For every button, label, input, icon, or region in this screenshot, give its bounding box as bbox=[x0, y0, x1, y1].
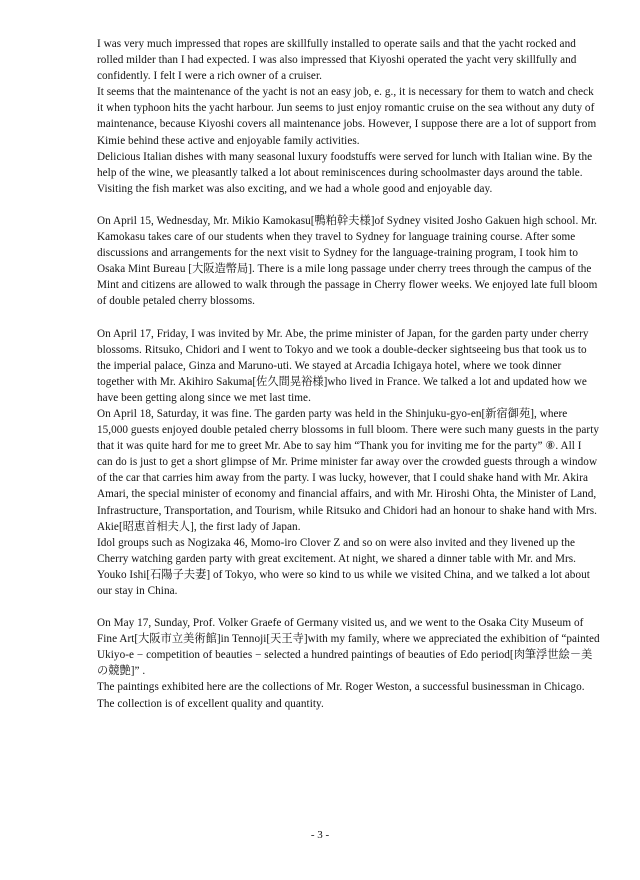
paragraph-idol-groups: Idol groups such as Nogizaka 46, Momo-iro Clover Z and so on were also invited and they livened up the Cherry watching garden party with great excitement. At night, we shared a dinner table with Mr. and Mrs. Youko Ishi[石陽子夫妻] of Tokyo, who were so kind to us while we visited China, and we talked a lot about our stay in China. bbox=[97, 536, 590, 597]
page-number: - 3 - bbox=[310, 829, 330, 841]
paragraph-yacht-ropes: I was very much impressed that ropes are skillfully installed to operate sails and that the yacht rocked and rolled milder than I had expected. I was also impressed that Kiyoshi operated the yacht very skillfully and confidently. I felt I were a rich owner of a cruiser. bbox=[97, 38, 577, 83]
paragraph-collection: The paintings exhibited here are the collections of Mr. Roger Weston, a successful businessman in Chicago. The collection is of excellent quality and quantity. bbox=[97, 681, 585, 710]
paragraph-april-17: On April 17, Friday, I was invited by Mr. Abe, the prime minister of Japan, for the garden party under cherry blossoms. Ritsuko, Chidori and I went to Tokyo and we took a double-decker sightseeing bus that took us to the imperial palace, Ginza and Maruno-uti. We stayed at Arcadia Ichigaya hotel, where we took dinner together with Mr. Akihiro Sakuma[佐久間晃裕様]who lived in France. We talked a lot and updated how we have been getting along since we met last time. bbox=[97, 327, 589, 404]
paragraph-may-17: On May 17, Sunday, Prof. Volker Graefe of Germany visited us, and we went to the Osaka City Museum of Fine Art[大阪市立美術館]in Tennoji[天王寺]with my family, where we appreciated the exhibition of “painted Ukiyo-e − competition of beauties − selected a hundred paintings of beauties of Edo period[肉筆浮世絵－美の競艶]” . bbox=[97, 617, 600, 678]
paragraph-april-18: On April 18, Saturday, it was fine. The garden party was held in the Shinjuku-gyo-en[新宿御苑], where 15,000 guests enjoyed double petaled cherry blossoms in full bloom. There were such many guests in the party that it was quite hard for me to greet Mr. Abe to say him “Thank you for inviting me for the party” ⑧. All I can do is just to get a short glimpse of Mr. Prime minister far away over the crowded guests through a window of the car that carries him away from the party. I was lucky, however, that I could shake hand with Mr. Akira Amari, the special minister of economy and financial affairs, and with Mr. Hiroshi Ohta, the Minister of Land, Infrastructure, Transportation, and Tourism, while Ritsuko and Chidori had an honour to shake hand with Mrs. Akie[昭恵首相夫人], the first lady of Japan. bbox=[97, 407, 599, 533]
paragraph-april-15: On April 15, Wednesday, Mr. Mikio Kamokasu[鴨粕幹夫様]of Sydney visited Josho Gakuen high school. Mr. Kamokasu takes care of our students when they travel to Sydney for language training course. After some discussions and arrangements for the next visit to Sydney for the language-training program, I took him to Osaka Mint Bureau [大阪造幣局]. There is a mile long passage under cherry trees through the campus of the Mint and citizens are allowed to walk through the passage in Cherry flower weeks. We enjoyed late full bloom of double petaled cherry blossoms. bbox=[97, 214, 598, 308]
paragraph-yacht-maintenance: It seems that the maintenance of the yacht is not an easy job, e. g., it is necessary for them to watch and check it when typhoon hits the yacht harbour. Jun seems to just enjoy romantic cruise on the sea without any duty of maintenance, because Kiyoshi covers all maintenance jobs. However, I suppose there are a lot of support from Kimie behind these active and enjoyable family activities. bbox=[97, 86, 597, 147]
paragraph-italian-lunch: Delicious Italian dishes with many seasonal luxury foodstuffs were served for lunch with Italian wine. By the help of the wine, we pleasantly talked a lot about reminiscences during schoolmaster days around the table. Visiting the fish market was also exciting, and we had a whole good and enjoyable day. bbox=[97, 150, 593, 195]
